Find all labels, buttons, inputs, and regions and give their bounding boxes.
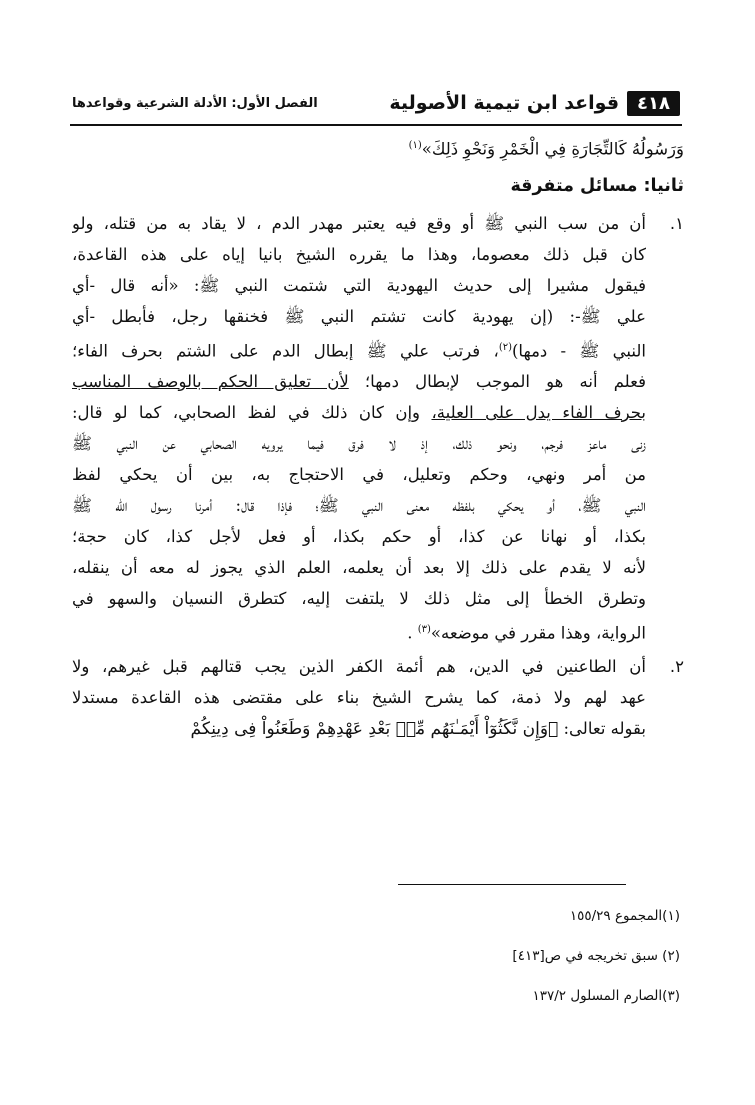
paragraph-line: زنى ماعز فرجم، ونحو ذلك، إذ لا فرق فيما يرويه الصحابي عن النبي ﷺ: [72, 434, 646, 453]
intro-text: وَرَسُولُهُ كَالتِّجَارَةِ فِي الْخَمْرِ وَنَحْوِ ذَلِكَ»: [421, 139, 684, 159]
quran-verse: ﴿وَإِن نَّكَثُوٓاْ أَيْمَـٰنَهُم مِّنۢ بَعْدِ عَهْدِهِمْ وَطَعَنُواْ فِى دِينِكُمْ: [190, 718, 559, 739]
item-body: [72, 651, 646, 745]
item-number: ١.: [669, 213, 684, 233]
footnote: (٢) سبق تخريجه في ص[٤١٣]: [512, 948, 680, 964]
footnote-ref-1: (١): [408, 140, 422, 151]
paragraph-line: [72, 397, 646, 428]
paragraph-line: فيقول مشيرا إلى حديث اليهودية التي شتمت النبي ﷺ: «أنه قال -أي: [72, 275, 646, 295]
paragraph-line: أن من سب النبي ﷺ أو وقع فيه يعتبر مهدر الدم ، لا يقاد به من قتله، ولو: [72, 213, 646, 233]
underlined-text: بحرف الفاء يدل على العلية،: [431, 403, 646, 422]
footnote: (١)المجموع ١٥٥/٢٩: [569, 908, 680, 924]
footnote-ref-2: (٢): [498, 341, 512, 353]
paragraph-line: كان قبل ذلك معصوما، وهذا ما يقرره الشيخ بانيا إياه على هذه القاعدة،: [72, 244, 646, 264]
item-body: [72, 208, 646, 649]
page-body: [72, 130, 684, 745]
line-text: بقوله تعالى:: [563, 718, 646, 738]
section-heading: ثانيا: مسائل متفرقة: [510, 175, 684, 196]
header-divider: [70, 124, 682, 126]
intro-line: [72, 130, 684, 166]
footnotes: [120, 896, 680, 1016]
paragraph-line: لأنه لا يقدم على ذلك إلا بعد أن يعلمه، العلم الذي يجوز له معه أن ينقله،: [72, 558, 646, 577]
paragraph-line: [72, 614, 646, 649]
page-number: ٤١٨: [627, 91, 680, 116]
paragraph-line: وتطرق الخطأ إلى مثل ذلك لا يلتفت إليه، كتطرق النسيان والسهو في: [72, 589, 646, 608]
paragraph-line: [72, 713, 646, 745]
book-title: قواعد ابن تيمية الأصولية: [389, 92, 620, 114]
list-item-1: [72, 208, 684, 649]
paragraph-line: [72, 366, 646, 397]
line-text: ، فرتب علي ﷺ إبطال الدم على الشتم بحرف الفاء؛: [72, 341, 499, 360]
paragraph-line: [72, 332, 646, 367]
page-header: [72, 86, 680, 120]
line-text: فعلم أنه هو الموجب لإبطال دمها؛: [364, 372, 646, 391]
paragraph-line: عهد لهم ولا ذمة، كما يشرح الشيخ بناء على مقتضى هذه القاعدة مستدلا: [72, 687, 646, 707]
paragraph-line: النبي ﷺ، أو يحكي بلفظه معنى النبي ﷺ؛ فإذا قال: أمرنا رسول الله ﷺ: [72, 496, 646, 515]
paragraph-line: من أمر ونهي، وحكم وتعليل، في الاحتجاج به، بين أن يحكي لفظ: [72, 465, 646, 484]
footnote-ref-3: (٣): [417, 624, 431, 635]
item-number: ٢.: [669, 656, 684, 676]
list-item-2: [72, 651, 684, 745]
line-text: الرواية، وهذا مقرر في موضعه»: [430, 623, 646, 643]
line-text: وإن كان ذلك في لفظ الصحابي، كما لو قال:: [72, 403, 421, 422]
paragraph-line: علي ﷺ-: (إن يهودية كانت تشتم النبي ﷺ فخنقها رجل، فأبطل -أي: [72, 306, 646, 326]
line-text: .: [407, 623, 413, 643]
footnote-divider: [398, 884, 626, 885]
underlined-text: لأن تعليق الحكم بالوصف المناسب: [72, 372, 349, 391]
paragraph-line: بكذا، أو نهانا عن كذا، أو حكم بكذا، أو فعل لأجل كذا، كان حجة؛: [72, 527, 646, 546]
paragraph-line: أن الطاعنين في الدين، هم أئمة الكفر الذين يجب قتالهم قبل غيرهم، ولا: [72, 656, 646, 676]
footnote: (٣)الصارم المسلول ١٣٧/٢: [532, 988, 680, 1004]
section-title: الفصل الأول: الأدلة الشرعية وقواعدها: [72, 95, 318, 111]
line-text: النبي ﷺ - دمها): [512, 341, 646, 360]
